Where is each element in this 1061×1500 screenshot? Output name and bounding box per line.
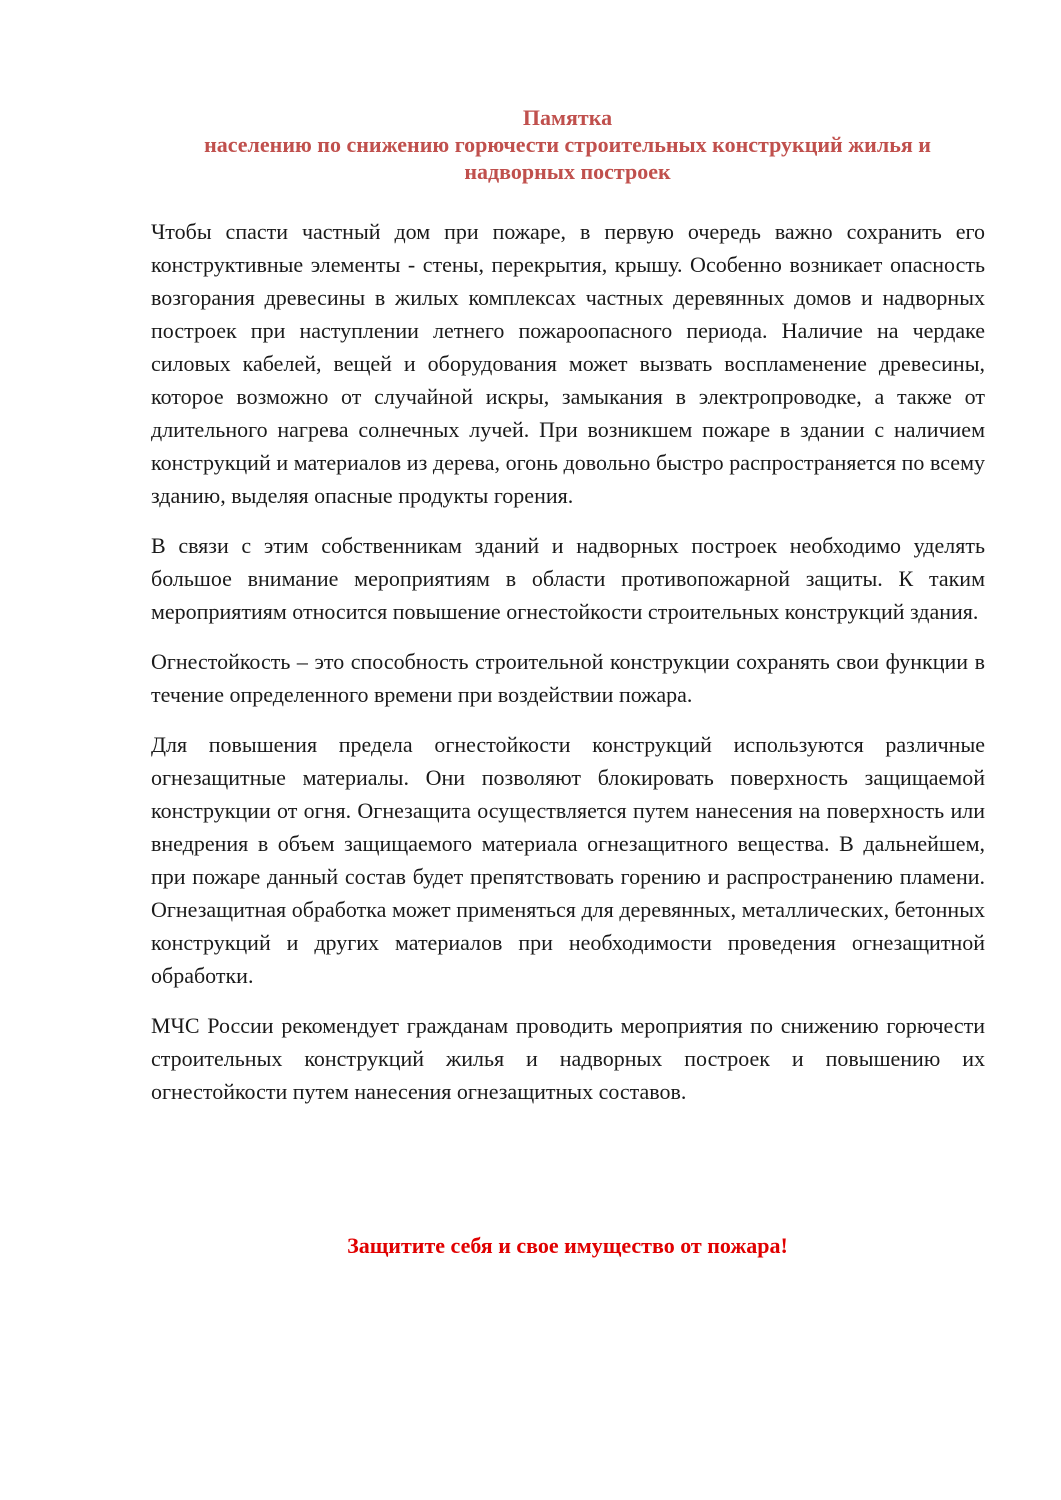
document-header bbox=[140, 104, 995, 185]
paragraph-mchs-recommendation: МЧС России рекомендует гражданам проводить мероприятия по снижению горючести строительных конструкций жилья и надворных построек и повышению их огнестойкости путем нанесения огнезащитных составов. bbox=[151, 1013, 985, 1104]
document-subtitle-line-1: населению по снижению горючести строительных конструкций жилья и bbox=[204, 132, 931, 157]
document-body bbox=[151, 215, 985, 1125]
closing-slogan: Защитите себя и свое имущество от пожара! bbox=[347, 1233, 788, 1258]
paragraph-fireproof-materials: Для повышения предела огнестойкости конструкций используются различные огнезащитные материалы. Они позволяют блокировать поверхность защищаемой конструкции от огня. Огнезащита осуществляется путем нанесения на поверхность или внедрения в объем защищаемого материала огнезащитного вещества. В дальнейшем, при пожаре данный состав будет препятствовать горению и распространению пламени. Огнезащитная обработка может применяться для деревянных, металлических, бетонных конструкций и других материалов при необходимости проведения огнезащитной обработки. bbox=[151, 732, 985, 988]
paragraph-fire-risk: Чтобы спасти частный дом при пожаре, в первую очередь важно сохранить его конструктивные элементы - стены, перекрытия, крышу. Особенно возникает опасность возгорания древесины в жилых комплексах частных деревянных домов и надворных построек при наступлении летнего пожароопасного периода. Наличие на чердаке силовых кабелей, вещей и оборудования может вызвать воспламенение древесины, которое возможно от случайной искры, замыкания в электропроводке, а также от длительного нагрева солнечных лучей. При возникшем пожаре в здании с наличием конструкций и материалов из дерева, огонь довольно быстро распространяется по всему зданию, выделяя опасные продукты горения. bbox=[151, 219, 985, 508]
paragraph-fire-protection: В связи с этим собственникам зданий и надворных построек необходимо уделять большое внимание мероприятиям в области противопожарной защиты. К таким мероприятиям относится повышение огнестойкости строительных конструкций здания. bbox=[151, 533, 985, 624]
paragraph-fire-resistance-definition: Огнестойкость – это способность строительной конструкции сохранять свои функции в течение определенного времени при воздействии пожара. bbox=[151, 649, 985, 707]
document-subtitle-line-2: надворных построек bbox=[464, 159, 671, 184]
document-title: Памятка bbox=[522, 105, 613, 130]
